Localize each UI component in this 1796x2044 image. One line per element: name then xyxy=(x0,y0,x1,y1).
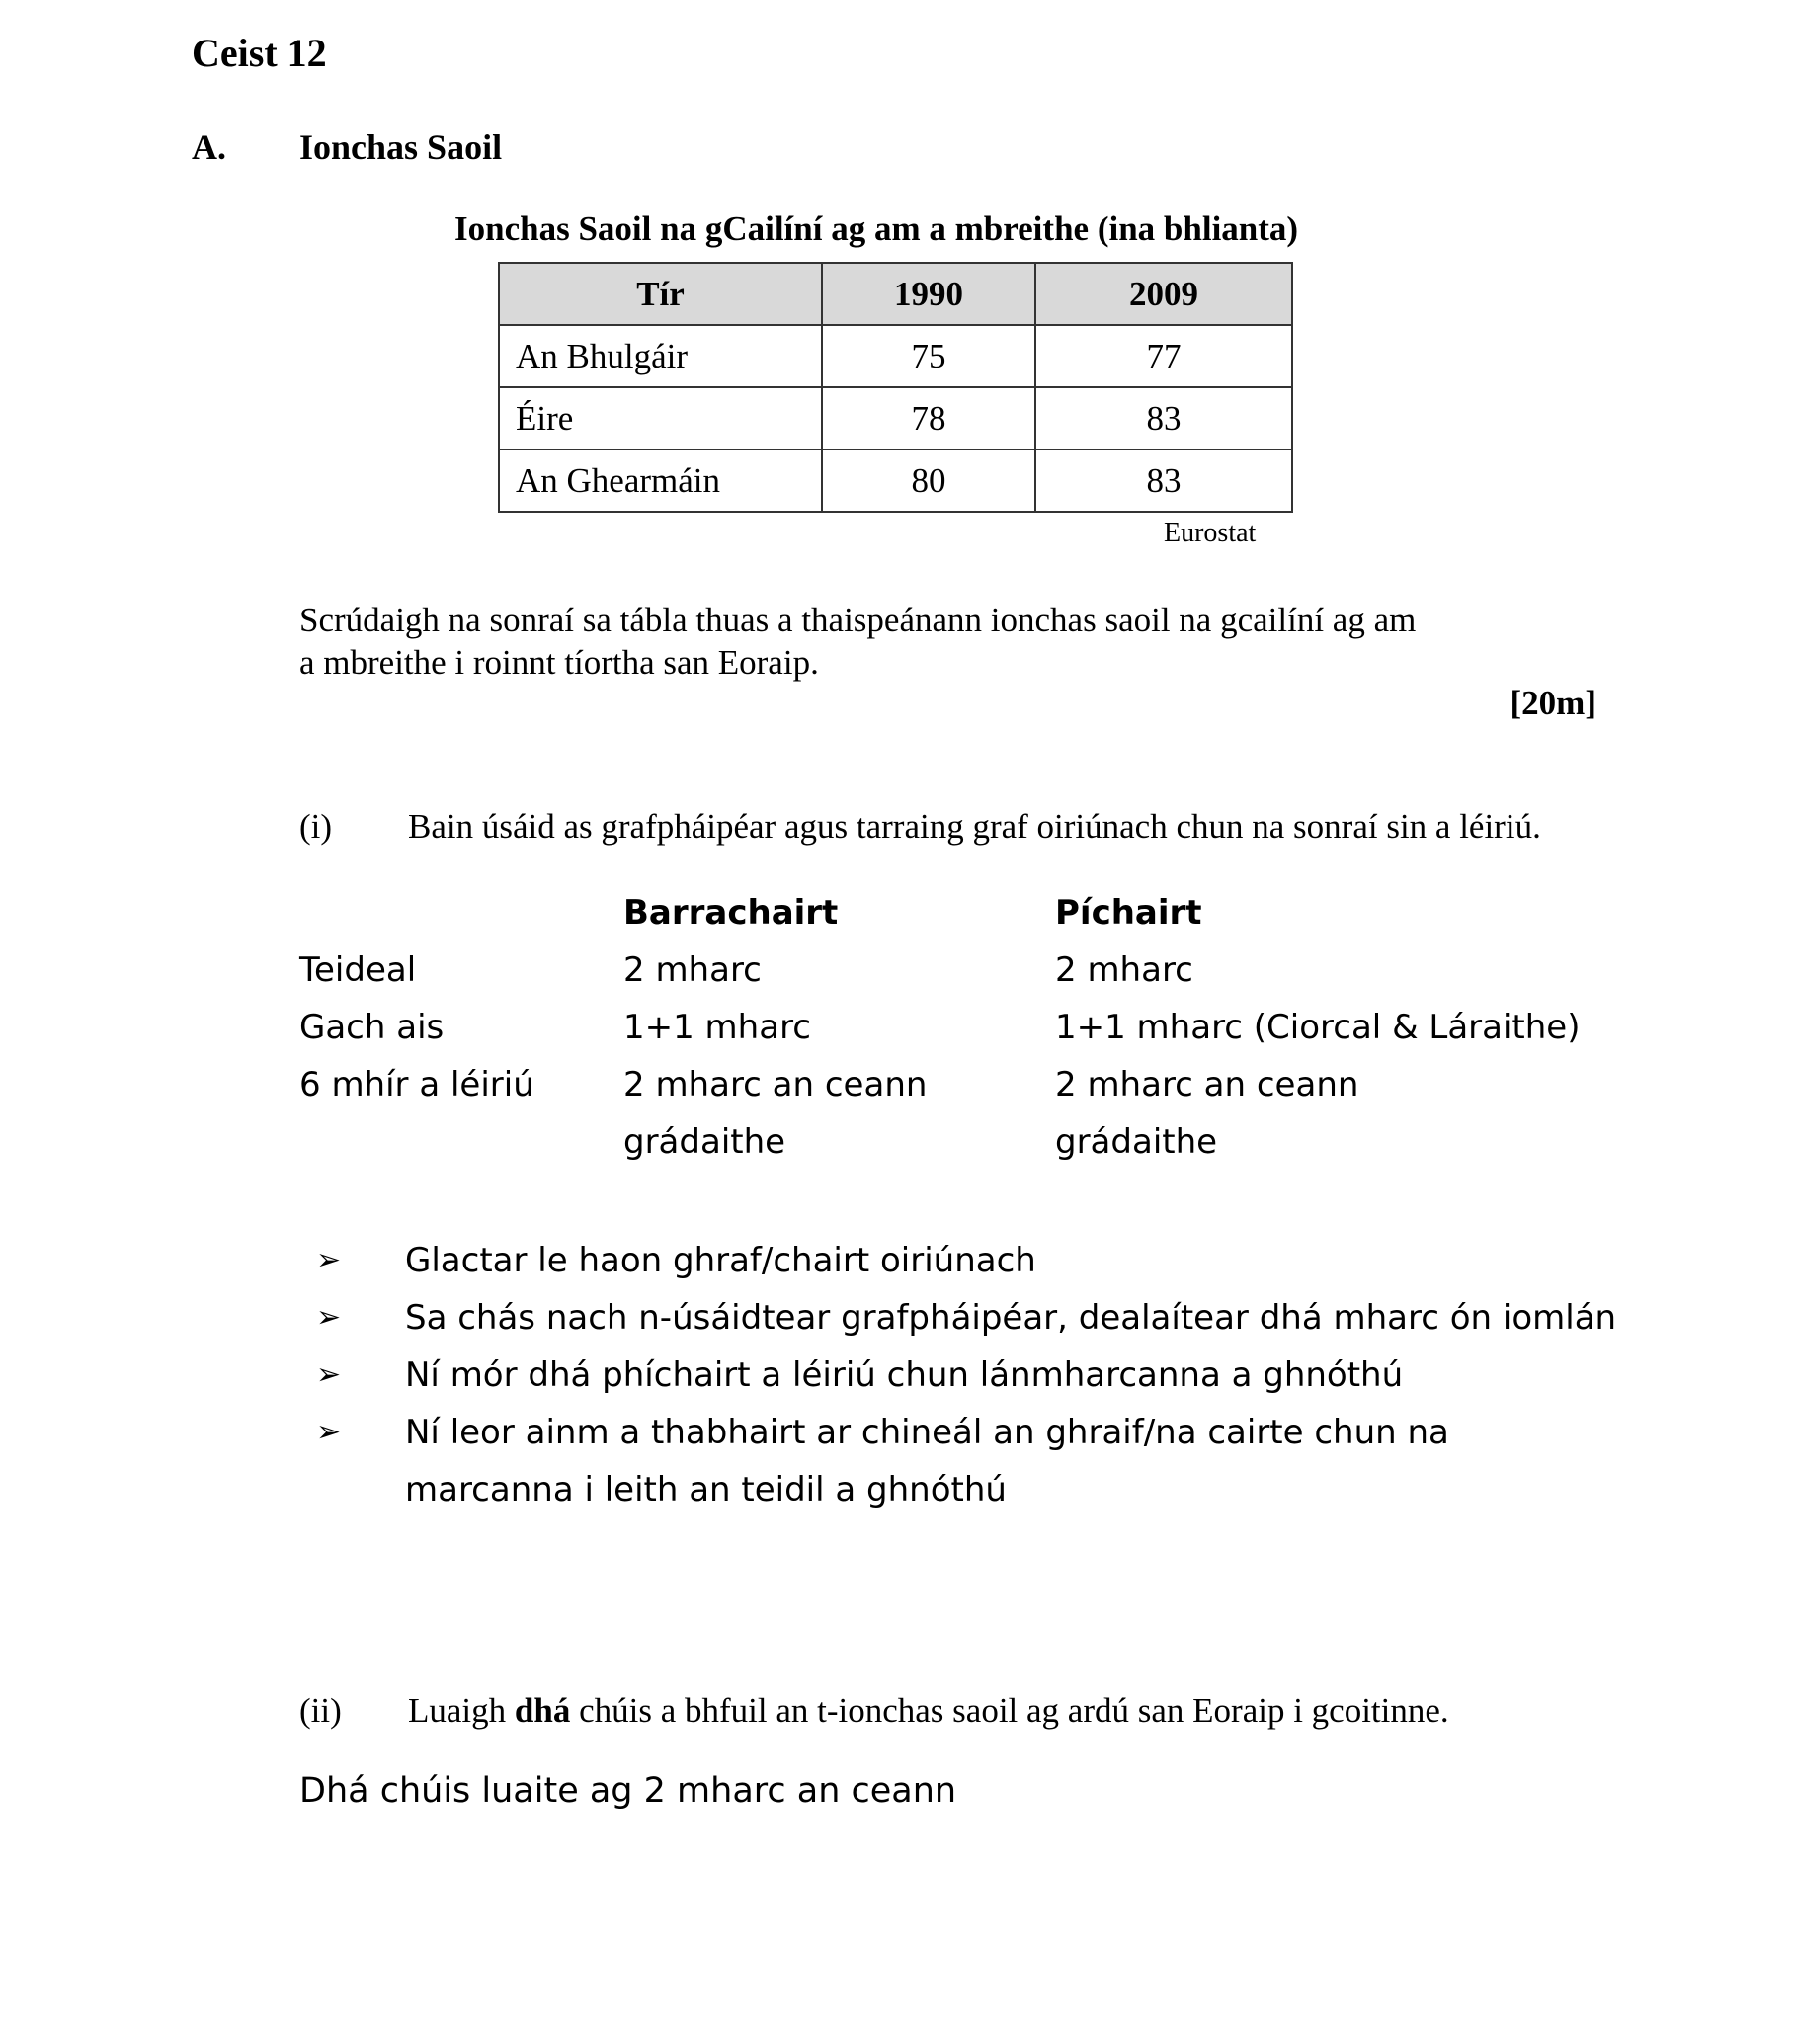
arrow-bullet-icon: ➢ xyxy=(316,1415,342,1449)
intro-line-2: a mbreithe i roinnt tíortha san Eoraip. xyxy=(299,643,819,682)
note-text: Sa chás nach n-úsáidtear grafpháipéar, dealaítear dhá mharc ón iomlán xyxy=(405,1298,1617,1338)
note-text xyxy=(405,1404,1449,1518)
marking-row xyxy=(299,1113,1608,1171)
marking-criterion: 6 mhír a léiriú xyxy=(299,1065,534,1104)
question-1-text: Bain úsáid as grafpháipéar agus tarraing graf oiriúnach chun na sonraí sin a léiriú. xyxy=(408,807,1541,846)
header-2009: 2009 xyxy=(1035,263,1292,325)
section-letter: A. xyxy=(192,127,226,167)
row-2009-value: 77 xyxy=(1035,325,1292,387)
table-header-row xyxy=(499,263,1292,325)
row-country: An Ghearmáin xyxy=(499,450,822,512)
answer-note: Dhá chúis luaite ag 2 mharc an ceann xyxy=(299,1771,957,1811)
header-country: Tír xyxy=(499,263,822,325)
marking-criterion xyxy=(299,1113,623,1171)
arrow-bullet-icon: ➢ xyxy=(316,1300,342,1335)
pie-marks: 1+1 mharc (Ciorcal & Láraithe) xyxy=(1055,1008,1581,1047)
intro-paragraph xyxy=(299,599,1534,684)
marking-criterion: Gach ais xyxy=(299,1008,445,1047)
list-item xyxy=(316,1289,1620,1347)
list-item xyxy=(316,1347,1620,1404)
arrow-bullet-icon: ➢ xyxy=(316,1243,342,1277)
bar-marks: 2 mharc an ceann xyxy=(623,1065,928,1104)
bar-marks: 2 mharc xyxy=(623,950,762,990)
row-1990-value: 78 xyxy=(822,387,1035,450)
question-2-pre: Luaigh xyxy=(408,1691,515,1730)
row-2009-value: 83 xyxy=(1035,450,1292,512)
bar-marks: 1+1 mharc xyxy=(623,1008,811,1047)
total-marks: [20m] xyxy=(1510,684,1596,722)
row-1990-value: 75 xyxy=(822,325,1035,387)
section-title: Ionchas Saoil xyxy=(299,127,503,167)
pie-marks: grádaithe xyxy=(1055,1122,1218,1162)
pie-marks: 2 mharc xyxy=(1055,950,1193,990)
table-title: Ionchas Saoil na gCailíní ag am a mbreithe (ina bhlianta) xyxy=(454,209,1299,248)
marking-row xyxy=(299,1056,1608,1113)
question-2-number: (ii) xyxy=(299,1691,342,1730)
question-2-text xyxy=(408,1691,1449,1731)
marking-criterion: Teideal xyxy=(299,950,417,990)
table-row xyxy=(499,387,1292,450)
bar-marks: grádaithe xyxy=(623,1122,786,1162)
row-country: Éire xyxy=(499,387,822,450)
list-item xyxy=(316,1232,1620,1289)
table-row xyxy=(499,325,1292,387)
intro-line-1: Scrúdaigh na sonraí sa tábla thuas a thaispeánann ionchas saoil na gcailíní ag am xyxy=(299,601,1417,639)
bar-chart-header: Barrachairt xyxy=(623,893,839,933)
marking-scheme xyxy=(299,884,1608,1171)
marking-header-row xyxy=(299,884,1608,941)
note-line-2: marcanna i leith an teidil a ghnóthú xyxy=(405,1470,1007,1510)
note-line-1: Ní leor ainm a thabhairt ar chineál an ghraif/na cairte chun na xyxy=(405,1413,1449,1452)
question-1-number: (i) xyxy=(299,807,333,846)
marking-notes xyxy=(316,1232,1620,1518)
table-row xyxy=(499,450,1292,512)
page-title: Ceist 12 xyxy=(192,31,327,75)
note-text: Glactar le haon ghraf/chairt oiriúnach xyxy=(405,1241,1036,1280)
row-country: An Bhulgáir xyxy=(499,325,822,387)
pie-marks: 2 mharc an ceann xyxy=(1055,1065,1359,1104)
marking-row xyxy=(299,999,1608,1056)
arrow-bullet-icon: ➢ xyxy=(316,1357,342,1392)
list-item xyxy=(316,1404,1620,1518)
table-source: Eurostat xyxy=(1164,518,1257,548)
pie-chart-header: Píchairt xyxy=(1055,893,1202,933)
question-2-emphasis: dhá xyxy=(514,1691,571,1730)
row-2009-value: 83 xyxy=(1035,387,1292,450)
header-1990: 1990 xyxy=(822,263,1035,325)
question-2-post: chúis a bhfuil an t-ionchas saoil ag ardú san Eoraip i gcoitinne. xyxy=(570,1691,1449,1730)
row-1990-value: 80 xyxy=(822,450,1035,512)
note-text: Ní mór dhá phíchairt a léiriú chun lánmharcanna a ghnóthú xyxy=(405,1355,1404,1395)
marking-row xyxy=(299,941,1608,999)
life-expectancy-table xyxy=(498,262,1293,513)
